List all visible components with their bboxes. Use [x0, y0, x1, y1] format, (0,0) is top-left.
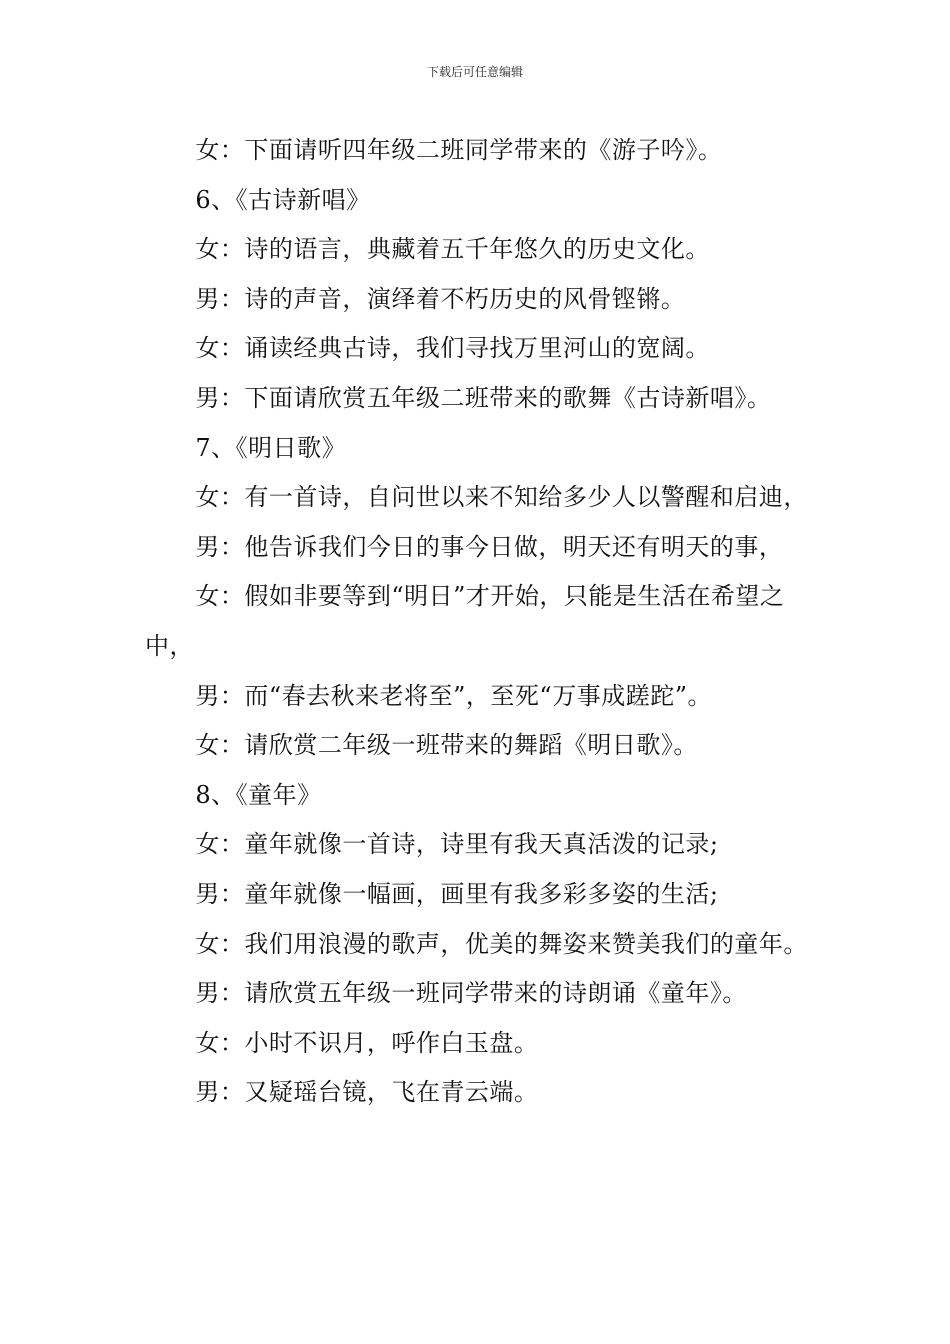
paragraph: 女：童年就像一首诗，诗里有我天真活泼的记录;: [195, 830, 719, 859]
paragraph: 男：又疑瑶台镜，飞在青云端。: [195, 1078, 539, 1107]
paragraph: 女：下面请听四年级二班同学带来的《游子吟》。: [195, 136, 723, 164]
section-heading: 8、《童年》: [195, 780, 322, 809]
paragraph: 男：诗的声音，演绎着不朽历史的风骨铿锵。: [195, 284, 686, 313]
paragraph: 男：他告诉我们今日的事今日做，明天还有明天的事，: [195, 532, 784, 561]
page-header: 下载后可任意编辑: [426, 65, 523, 79]
paragraph: 女：请欣赏二年级一班带来的舞蹈《明日歌》。: [195, 731, 698, 760]
paragraph: 男：童年就像一幅画，画里有我多彩多姿的生活;: [195, 879, 719, 908]
paragraph: 女：诗的语言，典藏着五千年悠久的历史文化。: [195, 235, 710, 264]
document-body: [145, 126, 810, 1118]
paragraph: 女：小时不识月，呼作白玉盘。: [195, 1028, 539, 1057]
paragraph: 男：下面请欣赏五年级二班带来的歌舞《古诗新唱》。: [195, 383, 772, 412]
paragraph: 女：诵读经典古诗，我们寻找万里河山的宽阔。: [195, 334, 710, 363]
paragraph: 女：有一首诗，自问世以来不知给多少人以警醒和启迪，: [195, 483, 808, 512]
paragraph: 女：假如非要等到“明日”才开始，只能是生活在希望之中，: [145, 582, 785, 660]
paragraph: 男：请欣赏五年级一班同学带来的诗朗诵《童年》。: [195, 979, 747, 1008]
section-heading: 7、《明日歌》: [195, 433, 347, 462]
paragraph: 女：我们用浪漫的歌声，优美的舞姿来赞美我们的童年。: [195, 929, 808, 958]
section-heading: 6、《古诗新唱》: [195, 185, 371, 214]
paragraph: 男：而“春去秋来老将至”，至死“万事成蹉跎”。: [195, 681, 712, 710]
